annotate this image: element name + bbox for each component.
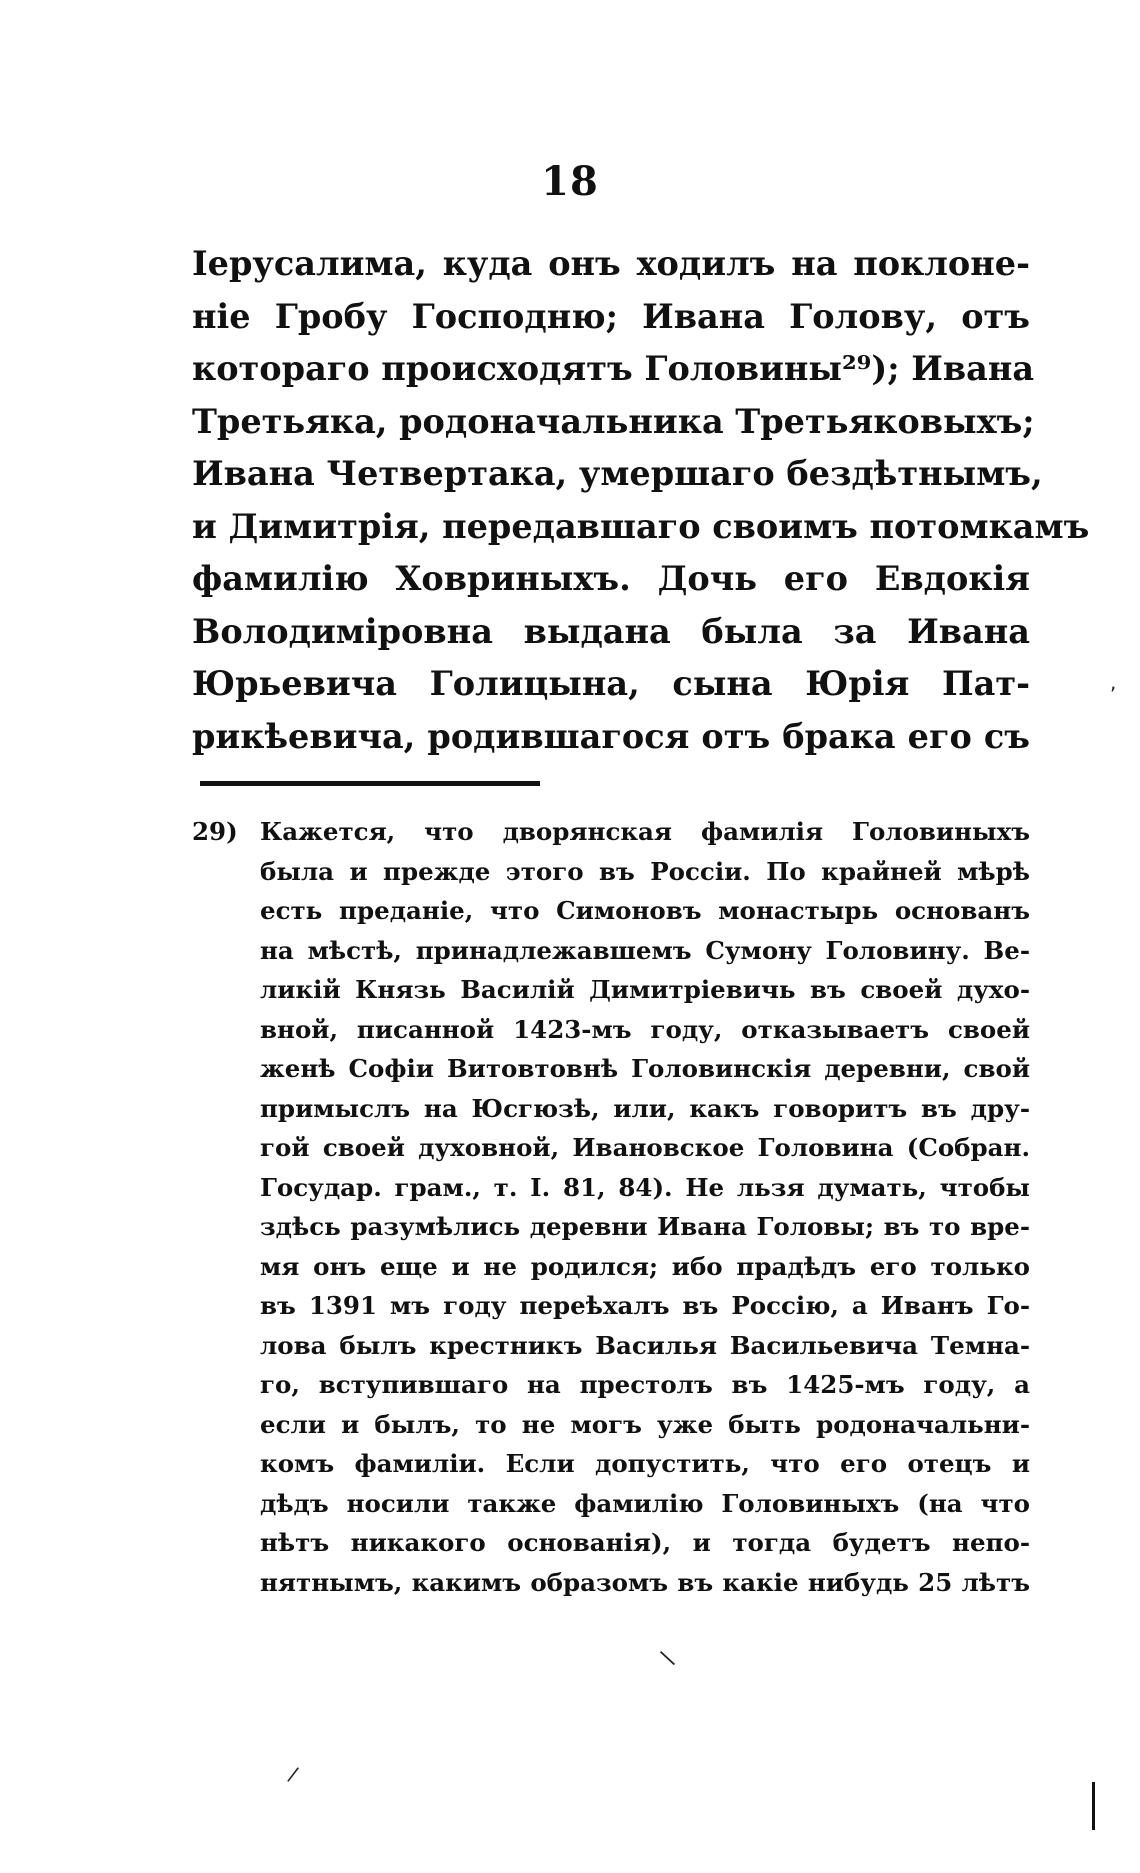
main-text-line: фамилію Ховриныхъ. Дочь его Евдокія — [192, 559, 1030, 598]
footnote-separator-rule — [200, 781, 540, 786]
scan-speck: \ — [658, 1645, 678, 1672]
footnote-line: въ 1391 мъ году переѣхалъ въ Россію, а Иванъ Го- — [260, 1291, 1030, 1320]
footnote-line: здѣсь разумѣлись деревни Ивана Головы; въ то вре- — [260, 1212, 1030, 1241]
scan-speck: , — [1110, 670, 1117, 694]
footnote-line: есть преданіе, что Симоновъ монастырь основанъ — [260, 896, 1030, 925]
footnote-first-line — [192, 812, 1030, 852]
main-text-line: Володиміровна выдана была за Ивана — [192, 611, 1030, 651]
scan-edge-mark — [1092, 1782, 1095, 1830]
main-text-line: котораго происходятъ Головины²⁹); Ивана — [192, 349, 1035, 388]
footnote-line: женѣ Софіи Витовтовнѣ Головинскія деревни, свой — [260, 1054, 1030, 1083]
footnote-line: лова былъ крестникъ Василья Васильевича Темна- — [260, 1330, 1030, 1360]
main-text-line: ніе Гробу Господню; Ивана Голову, отъ — [192, 296, 1030, 336]
footnote — [192, 812, 1030, 1602]
main-text-line: рикѣевича, родившагося отъ брака его съ — [192, 716, 1030, 756]
page-number: 18 — [541, 158, 599, 205]
main-text — [192, 238, 1090, 763]
footnote-line: комъ фамиліи. Если допустить, что его отецъ и — [260, 1449, 1030, 1478]
footnote-line: го, вступившаго на престолъ въ 1425-мъ году, а — [260, 1370, 1030, 1399]
main-text-line: Юрьевича Голицына, сына Юрія Пат- — [192, 664, 1030, 703]
footnote-marker: 29) — [192, 817, 238, 846]
scan-speck: / — [286, 1761, 301, 1787]
footnote-line: мя онъ еще и не родился; ибо прадѣдъ его только — [260, 1251, 1030, 1281]
main-text-line: и Димитрія, передавшаго своимъ потомкамъ — [192, 506, 1090, 546]
footnote-line: примыслъ на Юсгюзѣ, или, какъ говоритъ въ дру- — [260, 1093, 1030, 1123]
footnote-line: вной, писанной 1423-мъ году, отказываетъ своей — [260, 1014, 1030, 1044]
footnote-line: нѣтъ никакого основанія), и тогда будетъ непо- — [260, 1528, 1030, 1557]
footnote-line: нятнымъ, какимъ образомъ въ какіе нибудь 25 лѣтъ — [260, 1567, 1030, 1597]
footnote-line: если и былъ, то не могъ уже быть родоначальни- — [260, 1409, 1030, 1439]
footnote-line: на мѣстѣ, принадлежавшемъ Сумону Головину. Ве- — [260, 935, 1030, 965]
main-text-line: Ивана Четвертака, умершаго бездѣтнымъ, — [192, 454, 1043, 493]
footnote-line: гой своей духовной, Ивановское Головина (Собран. — [260, 1133, 1030, 1162]
footnote-line: была и прежде этого въ Россіи. По крайней мѣрѣ — [260, 856, 1030, 886]
main-text-line: Третьяка, родоначальника Третьяковыхъ; — [192, 401, 1035, 441]
footnote-line: ликій Князь Василій Димитріевичь въ своей духо- — [260, 975, 1030, 1004]
footnote-line: Государ. грам., т. I. 81, 84). Не льзя думать, чтобы — [260, 1172, 1030, 1202]
main-text-line: Іерусалима, куда онъ ходилъ на поклоне- — [192, 244, 1030, 283]
footnote-line: Кажется, что дворянская фамилія Головиныхъ — [260, 817, 1030, 846]
footnote-line: дѣдъ носили также фамилію Головиныхъ (на что — [260, 1488, 1030, 1518]
